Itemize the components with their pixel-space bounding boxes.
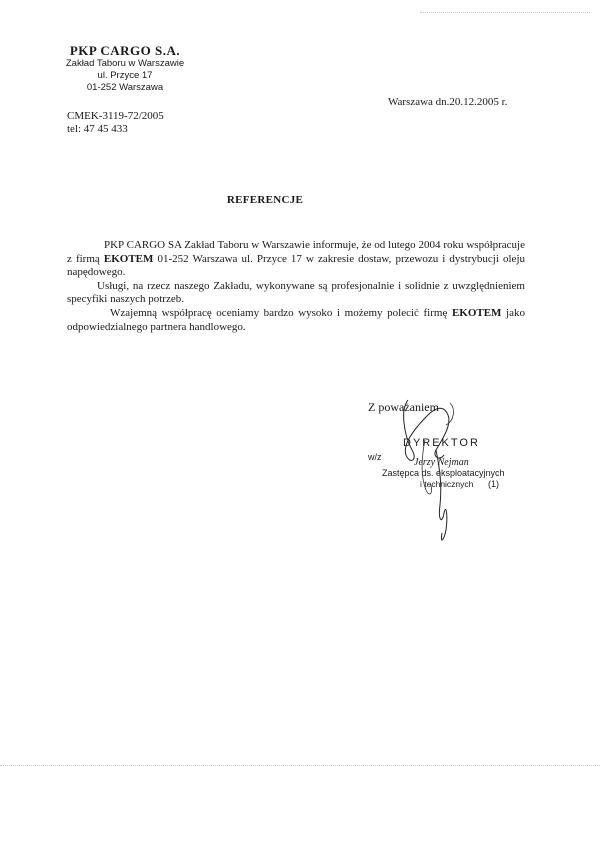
paragraph-2: Usługi, na rzecz naszego Zakładu, wykonywane są profesjonalnie i solidnie z uwzględnieniem specyfiki naszych potrzeb. xyxy=(67,279,525,306)
division-name: Zakład Taboru w Warszawie xyxy=(65,58,185,69)
paragraph-3: Wzajemną współpracę oceniamy bardzo wysoko i możemy polecić firmę EKOTEM jako odpowiedzialnego partnera handlowego. xyxy=(67,306,525,333)
phone-number: tel: 47 45 433 xyxy=(67,123,128,135)
letter-date: Warszawa dn.20.12.2005 r. xyxy=(388,96,508,108)
signer-position: Zastępca ds. eksploatacyjnych xyxy=(382,468,505,478)
scan-edge-line xyxy=(0,765,600,766)
company-highlight: EKOTEM xyxy=(103,252,154,265)
reference-block xyxy=(67,110,164,136)
company-name: PKP CARGO S.A. xyxy=(69,43,181,58)
signer-name: Jerzy Nejman xyxy=(414,457,469,468)
wz-abbrev: w/z xyxy=(368,452,382,462)
stamp-number: (1) xyxy=(488,479,499,489)
reference-number: CMEK-3119-72/2005 xyxy=(67,110,164,122)
signature-stroke xyxy=(404,400,449,460)
signature-stroke xyxy=(436,450,447,540)
paragraph-1: PKP CARGO SA Zakład Taboru w Warszawie informuje, że od lutego 2004 roku współpracuje z firmą EKOTEM 01-252 Warszawa ul. Przyce 17 w zakresie dostaw, przewozu i dystrybucji oleju napędowego. xyxy=(67,239,525,279)
letter-body xyxy=(67,239,525,334)
street-address: ul. Przyce 17 xyxy=(97,70,153,81)
handwritten-signature xyxy=(370,395,490,555)
scan-edge-line xyxy=(420,12,590,13)
letterhead xyxy=(40,43,210,94)
company-highlight: EKOTEM xyxy=(451,306,502,319)
signer-position-2: i technicznych xyxy=(420,479,474,489)
postal-address: 01-252 Warszawa xyxy=(86,82,164,93)
stamp-title: DYREKTOR xyxy=(403,437,480,449)
closing-greeting: Z poważaniem xyxy=(368,400,439,414)
signature-stroke xyxy=(422,440,432,494)
document-title: REFERENCJE xyxy=(226,194,304,206)
